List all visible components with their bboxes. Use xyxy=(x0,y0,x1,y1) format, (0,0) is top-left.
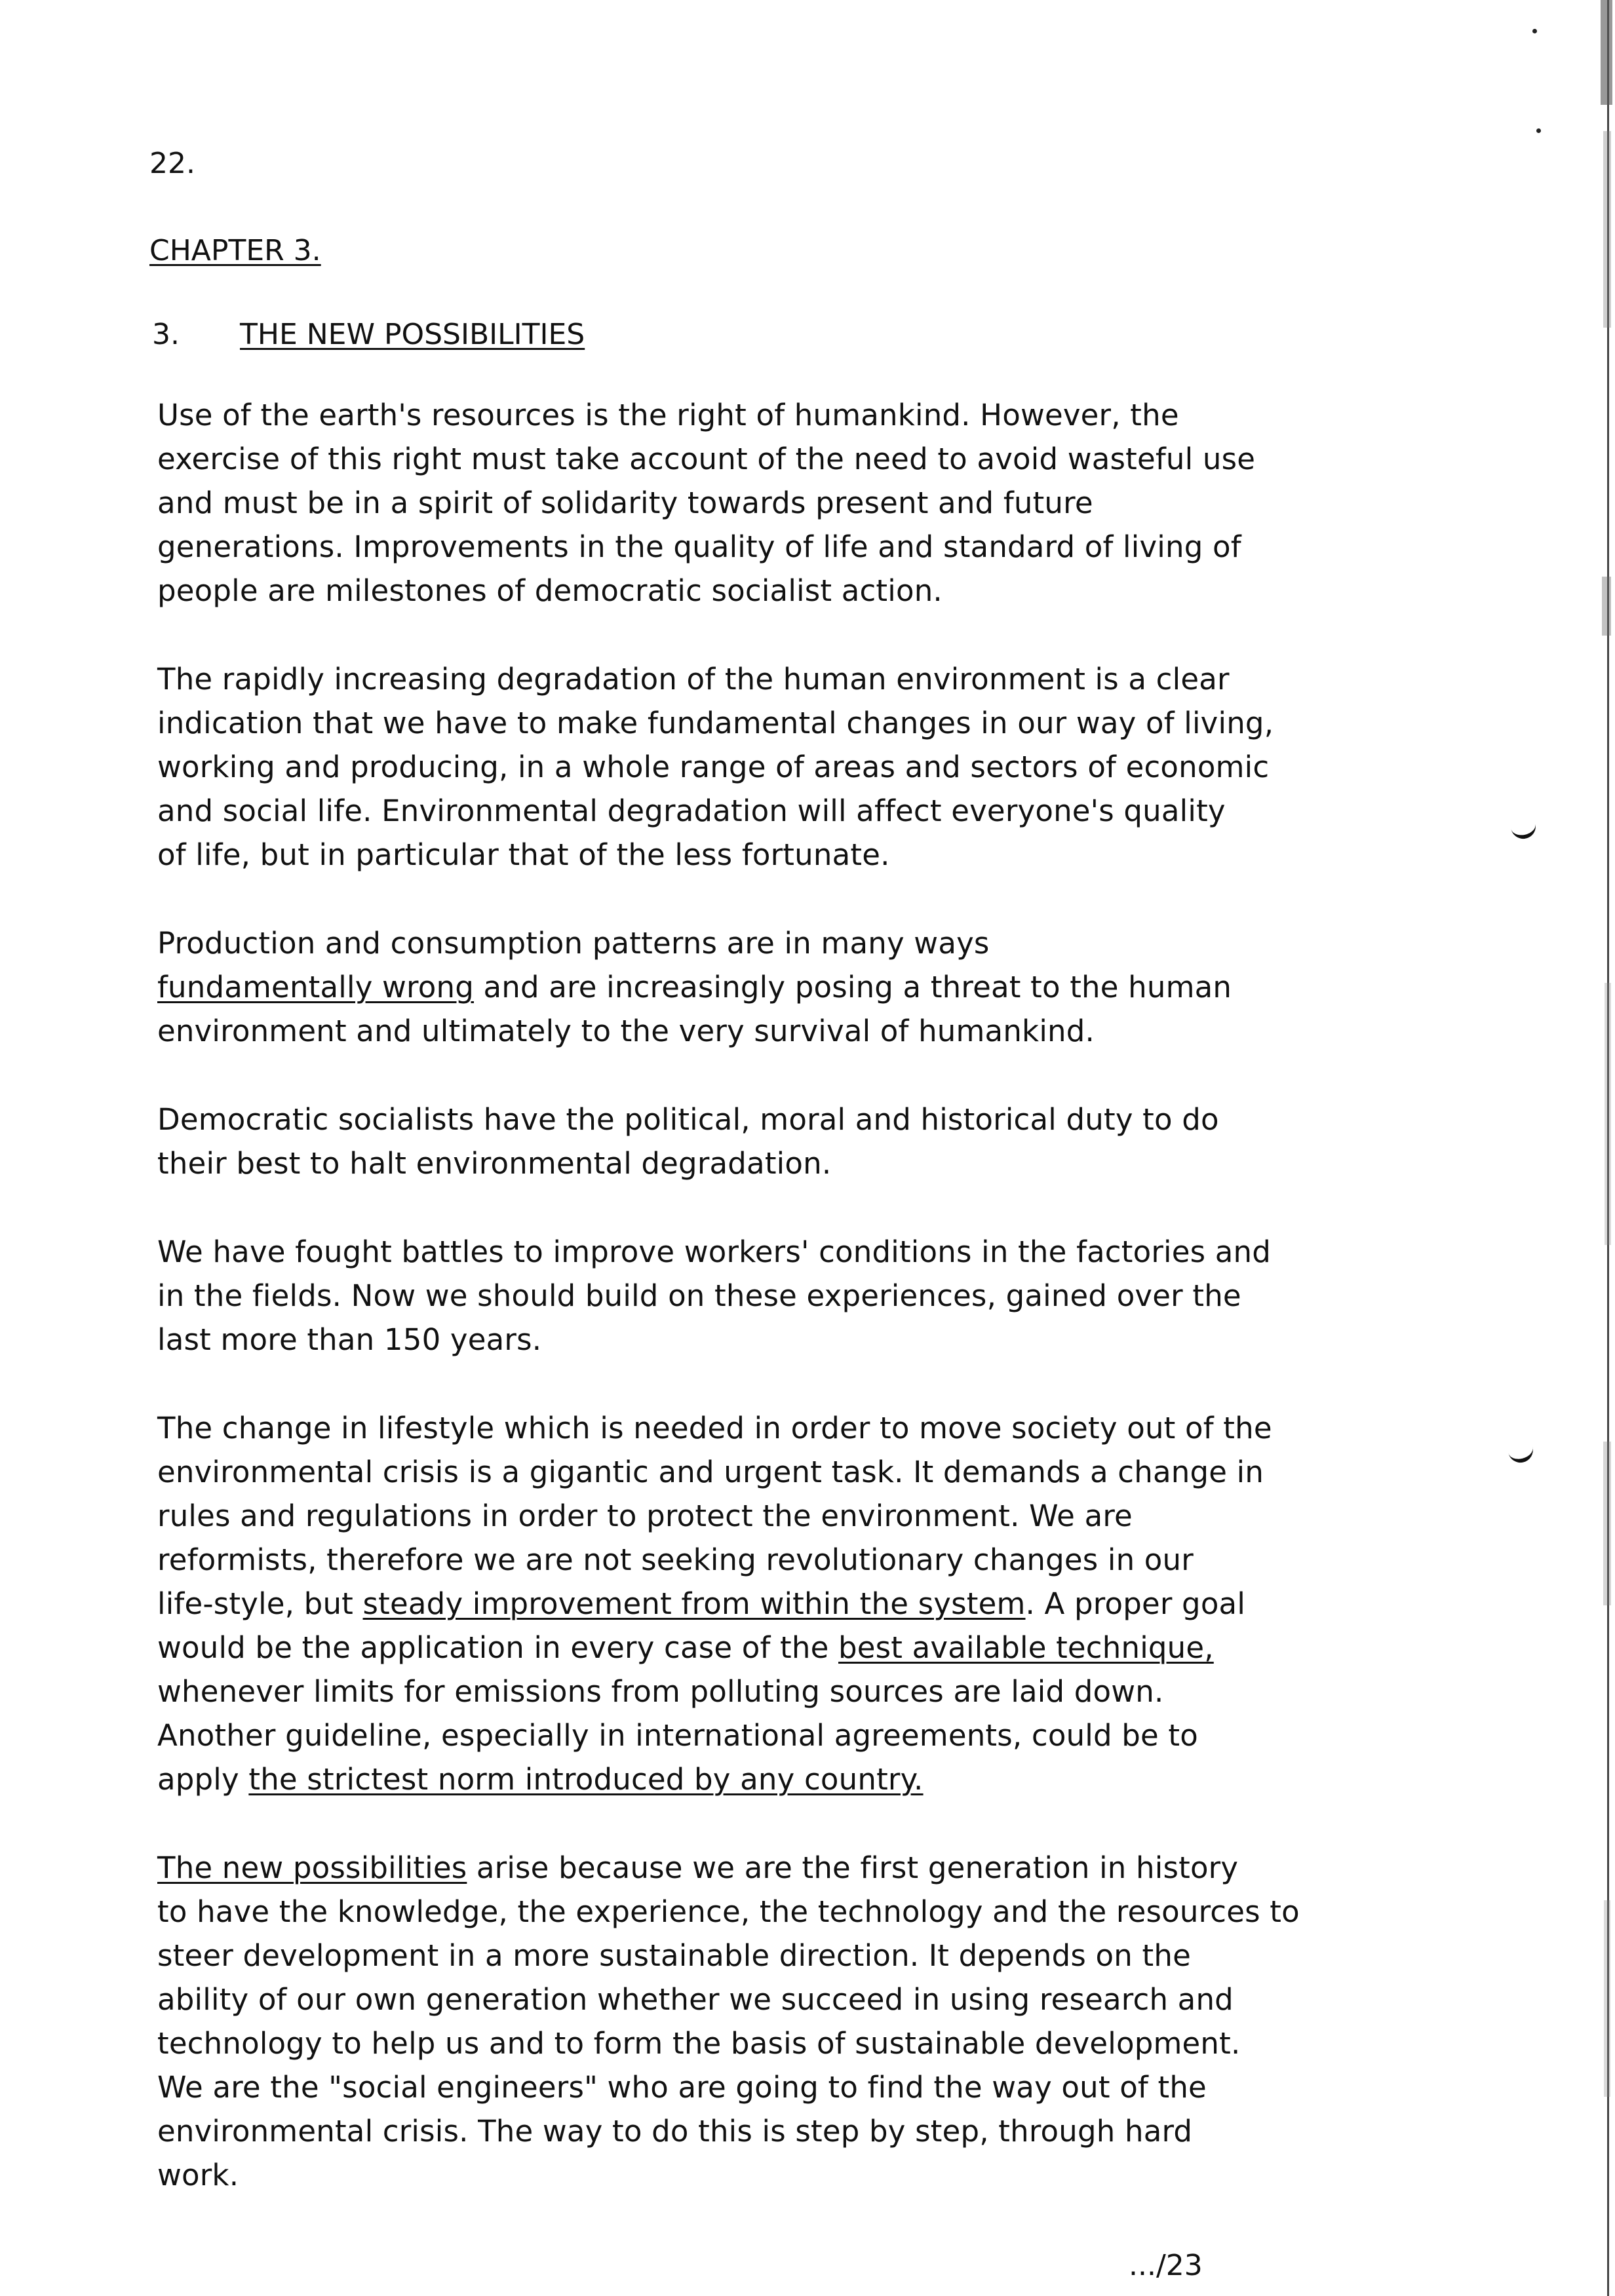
text-segment: steer development in a more sustainable direction. It depends on the xyxy=(157,1938,1191,1973)
paragraph xyxy=(157,657,1331,877)
section-heading xyxy=(152,316,585,353)
text-line xyxy=(157,1141,1331,1185)
text-segment: environment and ultimately to the very survival of humankind. xyxy=(157,1014,1095,1048)
text-line xyxy=(157,1582,1331,1626)
text-segment: would be the application in every case of the xyxy=(157,1630,839,1665)
scan-edge-artifact xyxy=(1598,0,1615,2296)
text-line xyxy=(157,789,1331,833)
text-line xyxy=(157,1274,1331,1318)
text-segment: last more than 150 years. xyxy=(157,1322,542,1357)
text-segment: Democratic socialists have the political, moral and historical duty to do xyxy=(157,1102,1219,1137)
continuation-marker: .../23 xyxy=(1129,2249,1203,2282)
scan-speck xyxy=(1532,29,1537,33)
text-line xyxy=(157,393,1331,437)
text-segment: Use of the earth's resources is the right of humankind. However, the xyxy=(157,398,1179,432)
section-number: 3. xyxy=(152,318,180,351)
text-segment: apply xyxy=(157,1762,249,1797)
text-segment: The change in lifestyle which is needed in order to move society out of the xyxy=(157,1411,1272,1445)
text-segment: Another guideline, especially in international agreements, could be to xyxy=(157,1718,1199,1753)
section-title: THE NEW POSSIBILITIES xyxy=(240,318,585,351)
text-segment: Production and consumption patterns are in many ways xyxy=(157,926,990,961)
text-segment: exercise of this right must take account of the need to avoid wasteful use xyxy=(157,442,1256,476)
text-line xyxy=(157,1757,1331,1801)
text-segment: their best to halt environmental degradation. xyxy=(157,1146,832,1181)
text-segment: ability of our own generation whether we succeed in using research and xyxy=(157,1982,1234,2017)
text-line xyxy=(157,481,1331,525)
text-line xyxy=(157,525,1331,569)
text-segment: work. xyxy=(157,2158,239,2192)
underlined-phrase: fundamentally wrong xyxy=(157,970,474,1004)
text-segment: and must be in a spirit of solidarity towards present and future xyxy=(157,486,1093,520)
text-line xyxy=(157,1670,1331,1713)
text-line xyxy=(157,1934,1331,1978)
text-segment: environmental crisis is a gigantic and urgent task. It demands a change in xyxy=(157,1455,1264,1489)
paragraph xyxy=(157,1406,1331,1801)
text-segment: life-style, but xyxy=(157,1586,363,1621)
underlined-phrase: The new possibilities xyxy=(157,1850,467,1885)
text-line xyxy=(157,1494,1331,1538)
text-segment: rules and regulations in order to protect the environment. We are xyxy=(157,1499,1133,1533)
text-line xyxy=(157,569,1331,613)
text-segment: . A proper goal xyxy=(1025,1586,1246,1621)
text-line xyxy=(157,833,1331,877)
text-segment: in the fields. Now we should build on these experiences, gained over the xyxy=(157,1278,1241,1313)
text-segment: working and producing, in a whole range of areas and sectors of economic xyxy=(157,750,1270,784)
check-mark-annotation xyxy=(1510,818,1538,841)
text-line xyxy=(157,1318,1331,1362)
text-line xyxy=(157,745,1331,789)
page-number: 22. xyxy=(149,147,195,180)
text-segment: technology to help us and to form the basis of sustainable development. xyxy=(157,2026,1241,2061)
text-line xyxy=(157,701,1331,745)
text-line xyxy=(157,2153,1331,2197)
text-line xyxy=(157,921,1331,965)
document-body xyxy=(157,393,1331,2242)
text-segment: to have the knowledge, the experience, the technology and the resources to xyxy=(157,1894,1300,1929)
text-line xyxy=(157,1626,1331,1670)
text-segment: environmental crisis. The way to do this is step by step, through hard xyxy=(157,2114,1193,2149)
text-segment: of life, but in particular that of the less fortunate. xyxy=(157,837,890,872)
text-line xyxy=(157,1406,1331,1450)
chapter-heading: CHAPTER 3. xyxy=(149,234,321,267)
text-segment: We are the "social engineers" who are going to find the way out of the xyxy=(157,2070,1207,2105)
text-line xyxy=(157,657,1331,701)
text-line xyxy=(157,1230,1331,1274)
text-segment: reformists, therefore we are not seeking revolutionary changes in our xyxy=(157,1542,1194,1577)
text-segment: The rapidly increasing degradation of the human environment is a clear xyxy=(157,662,1230,697)
text-segment: people are milestones of democratic socialist action. xyxy=(157,573,943,608)
paragraph xyxy=(157,1846,1331,2197)
text-line xyxy=(157,1890,1331,1934)
underlined-phrase: steady improvement from within the system xyxy=(362,1586,1026,1621)
text-segment: whenever limits for emissions from polluting sources are laid down. xyxy=(157,1674,1164,1709)
paragraph xyxy=(157,1230,1331,1362)
text-segment: and social life. Environmental degradation will affect everyone's quality xyxy=(157,794,1226,828)
paragraph xyxy=(157,393,1331,613)
text-line xyxy=(157,1846,1331,1890)
text-line xyxy=(157,1098,1331,1141)
text-segment: arise because we are the first generation in history xyxy=(467,1850,1239,1885)
text-segment: and are increasingly posing a threat to the human xyxy=(473,970,1232,1004)
underlined-phrase: best available technique, xyxy=(838,1630,1214,1665)
paragraph xyxy=(157,1098,1331,1185)
underlined-phrase: the strictest norm introduced by any country. xyxy=(248,1762,924,1797)
text-line xyxy=(157,1450,1331,1494)
scan-speck xyxy=(1536,128,1541,133)
paragraph xyxy=(157,921,1331,1053)
text-segment: indication that we have to make fundamental changes in our way of living, xyxy=(157,706,1274,740)
text-line xyxy=(157,1978,1331,2021)
text-line xyxy=(157,1713,1331,1757)
text-line xyxy=(157,965,1331,1009)
text-line xyxy=(157,2065,1331,2109)
text-line xyxy=(157,2021,1331,2065)
text-segment: generations. Improvements in the quality of life and standard of living of xyxy=(157,529,1241,564)
check-mark-annotation xyxy=(1507,1442,1536,1465)
text-line xyxy=(157,2109,1331,2153)
text-segment: We have fought battles to improve workers' conditions in the factories and xyxy=(157,1234,1272,1269)
text-line xyxy=(157,1009,1331,1053)
text-line xyxy=(157,1538,1331,1582)
text-line xyxy=(157,437,1331,481)
